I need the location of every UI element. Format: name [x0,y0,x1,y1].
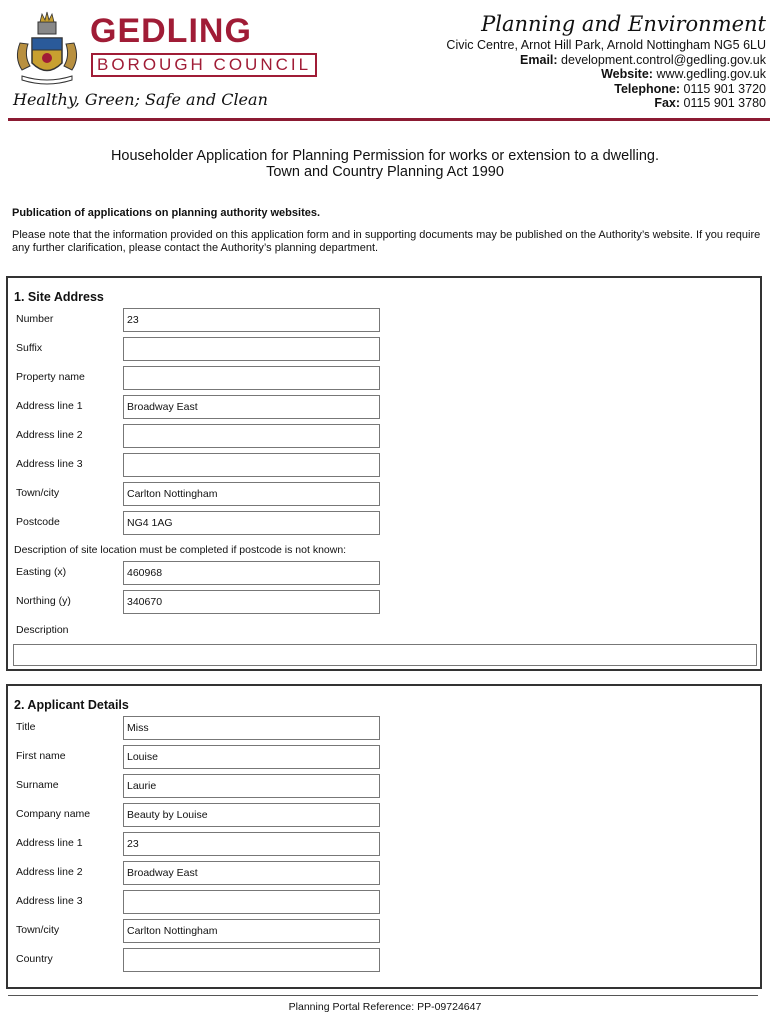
coat-of-arms-icon [12,8,82,86]
company-name-field[interactable]: Beauty by Louise [123,803,380,827]
website-link[interactable]: www.gedling.gov.uk [656,67,766,81]
applicant-address-line2-field[interactable]: Broadway East [123,861,380,885]
form-title [0,148,770,180]
publication-note: Please note that the information provided on this application form and in supporting documents may be published on the Authority’s website. If you require any further clarification, please contact the Authority’s planning department. [12,229,761,254]
contact-block [446,38,766,111]
property-name-field[interactable] [123,366,380,390]
council-subtitle: BOROUGH COUNCIL [91,53,317,77]
location-note: Description of site location must be completed if postcode is not known: [14,544,347,556]
number-field[interactable]: 23 [123,308,380,332]
address-line3-field[interactable] [123,453,380,477]
website-label: Website: [601,67,653,81]
company-name-label: Company name [16,808,91,820]
telephone-value: 0115 901 3720 [683,81,766,96]
description-field[interactable] [13,644,757,666]
applicant-town-city-field[interactable]: Carlton Nottingham [123,919,380,943]
property-name-label: Property name [16,371,85,383]
applicant-address-line3-field[interactable] [123,890,380,914]
tagline: Healthy, Green; Safe and Clean [13,90,268,109]
country-field[interactable] [123,948,380,972]
address-line3-label: Address line 3 [16,458,83,470]
surname-field[interactable]: Laurie [123,774,380,798]
department-title: Planning and Environment [481,12,766,36]
applicant-address-line3-label: Address line 3 [16,895,83,907]
site-address-section [6,276,762,671]
title-label: Title [16,721,36,733]
footer-divider [8,995,758,996]
number-label: Number [16,313,54,325]
portal-reference: Planning Portal Reference: PP-09724647 [288,1001,482,1013]
town-city-field[interactable]: Carlton Nottingham [123,482,380,506]
publication-heading: Publication of applications on planning authority websites. [12,207,321,219]
country-label: Country [16,953,53,965]
letterhead [0,0,770,122]
postcode-field[interactable]: NG4 1AG [123,511,380,535]
applicant-details-section [6,684,762,989]
header-divider [8,118,770,121]
northing-field[interactable]: 340670 [123,590,380,614]
town-city-label: Town/city [16,487,60,499]
suffix-field[interactable] [123,337,380,361]
applicant-address-line2-label: Address line 2 [16,866,83,878]
first-name-field[interactable]: Louise [123,745,380,769]
address-line2-field[interactable] [123,424,380,448]
fax-value: 0115 901 3780 [683,96,766,110]
form-title-line1: Householder Application for Planning Permission for works or extension to a dwelling. [110,148,660,164]
council-name: GEDLING [90,12,252,50]
address-line2-label: Address line 2 [16,429,83,441]
applicant-address-line1-field[interactable]: 23 [123,832,380,856]
email-link[interactable]: development.control@gedling.gov.uk [561,52,766,67]
section-title: 2. Applicant Details [14,698,129,712]
first-name-label: First name [16,750,66,762]
surname-label: Surname [16,779,59,791]
address-line: Civic Centre, Arnot Hill Park, Arnold Nottingham NG5 6LU [446,38,766,52]
section-title: 1. Site Address [14,290,104,304]
address-line1-field[interactable]: Broadway East [123,395,380,419]
easting-label: Easting (x) [16,566,67,578]
northing-label: Northing (y) [16,595,71,607]
postcode-label: Postcode [16,516,60,528]
description-label: Description [16,624,69,636]
fax-label: Fax: [654,96,681,110]
easting-field[interactable]: 460968 [123,561,380,585]
telephone-label: Telephone: [614,81,681,96]
applicant-town-city-label: Town/city [16,924,60,936]
title-field[interactable]: Miss [123,716,380,740]
form-title-line2: Town and Country Planning Act 1990 [266,164,504,180]
suffix-label: Suffix [16,342,43,354]
applicant-address-line1-label: Address line 1 [16,837,83,849]
email-label: Email: [520,52,558,67]
address-line1-label: Address line 1 [16,400,83,412]
